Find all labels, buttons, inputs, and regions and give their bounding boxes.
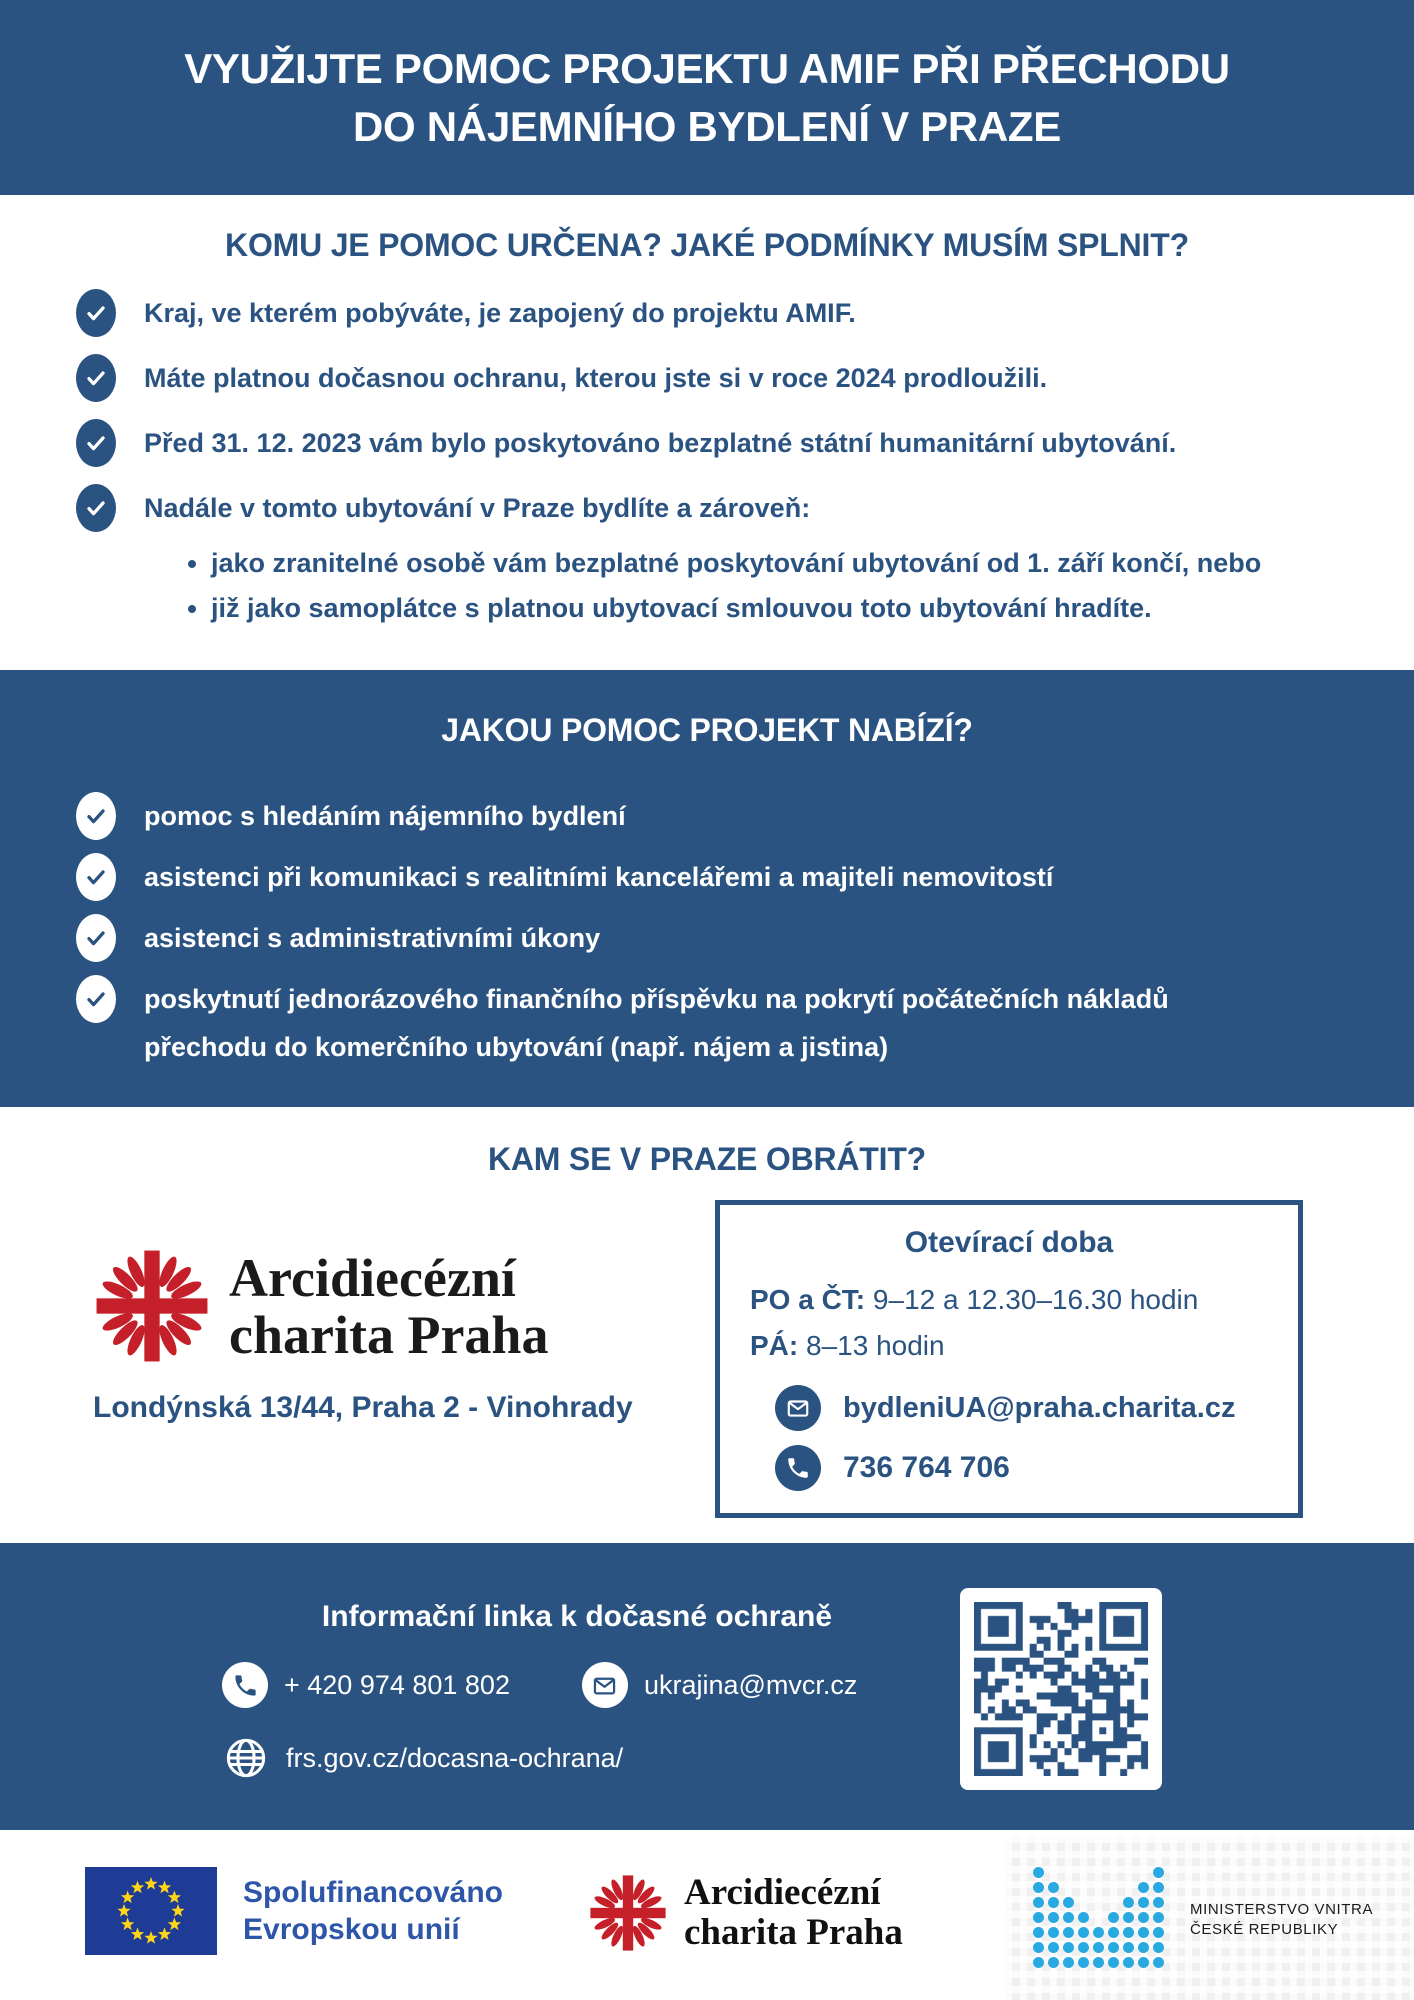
charita-address: Londýnská 13/44, Praha 2 - Vinohrady xyxy=(93,1391,633,1424)
check-icon xyxy=(76,354,116,402)
list-item-text: poskytnutí jednorázového finančního příspěvku na pokrytí počátečních nákladů přechodu do komerčního ubytování (např. nájem a jistina) xyxy=(144,984,1169,1062)
list-item xyxy=(188,586,1374,631)
email-group xyxy=(582,1662,857,1708)
list-item xyxy=(188,541,1374,586)
info-line-row2 xyxy=(222,1734,932,1782)
eligibility-heading: KOMU JE POMOC URČENA? JAKÉ PODMÍNKY MUSÍM SPLNIT? xyxy=(225,227,1189,263)
charita-block xyxy=(93,1247,693,1425)
eligibility-sublist xyxy=(188,541,1374,631)
header-band xyxy=(0,0,1414,195)
check-icon xyxy=(76,484,116,532)
phone-group xyxy=(222,1662,510,1708)
phone-icon xyxy=(775,1445,821,1491)
ministry-text-line1: MINISTERSTVO VNITRA xyxy=(1190,1901,1374,1918)
eu-text-line2: Evropskou unií xyxy=(243,1913,460,1946)
list-item xyxy=(76,853,1374,901)
list-item-text: Kraj, ve kterém pobýváte, je zapojený do projektu AMIF. xyxy=(144,298,856,328)
info-email: ukrajina@mvcr.cz xyxy=(643,1669,858,1700)
hours-value: 9–12 a 12.30–16.30 hodin xyxy=(865,1284,1199,1315)
info-line-heading: Informační linka k dočasné ochraně xyxy=(321,1600,833,1633)
eu-cofunded-logo xyxy=(85,1867,503,1955)
phone-icon xyxy=(222,1662,268,1708)
phone-row xyxy=(775,1445,1298,1491)
info-phone: + 420 974 801 802 xyxy=(284,1669,510,1700)
list-item xyxy=(76,792,1374,840)
charita-footer-logo xyxy=(588,1873,903,1953)
charita-text-line1: Arcidiecézní xyxy=(684,1872,881,1913)
poster-title-line2: DO NÁJEMNÍHO BYDLENÍ V PRAZE xyxy=(353,102,1061,150)
check-icon xyxy=(76,419,116,467)
opening-hours-box xyxy=(715,1200,1303,1518)
opening-hours xyxy=(750,1277,1298,1369)
list-item-text: jako zranitelné osobě vám bezplatné poskytování ubytování od 1. září končí, nebo xyxy=(211,548,1262,578)
qr-code-image xyxy=(974,1602,1148,1776)
eu-cofunded-text xyxy=(243,1874,503,1948)
envelope-icon xyxy=(775,1385,821,1431)
list-item-text: Nadále v tomto ubytování v Praze bydlíte a zároveň: xyxy=(144,493,811,523)
check-icon xyxy=(76,289,116,337)
globe-icon xyxy=(222,1734,270,1782)
poster-title-line1: VYUŽIJTE POMOC PROJEKTU AMIF PŘI PŘECHODU xyxy=(184,44,1230,92)
info-line-content xyxy=(222,1543,932,1782)
list-item-text: Před 31. 12. 2023 vám bylo poskytováno bezplatné státní humanitární ubytování. xyxy=(144,428,1177,458)
caritas-cross-icon xyxy=(93,1247,211,1365)
hours-value: 8–13 hodin xyxy=(798,1330,945,1361)
hours-line xyxy=(750,1323,1298,1369)
charita-footer-text xyxy=(684,1873,903,1953)
list-item-text: Máte platnou dočasnou ochranu, kterou jste si v roce 2024 prodloužili. xyxy=(144,363,1048,393)
ministry-lion-dots-icon xyxy=(1033,1867,1168,1972)
offer-heading: JAKOU POMOC PROJEKT NABÍZÍ? xyxy=(441,712,973,748)
check-icon xyxy=(76,792,116,840)
info-line-row1 xyxy=(222,1662,932,1708)
contact-section xyxy=(0,1107,1414,1543)
logos-section xyxy=(0,1830,1414,2000)
offer-section xyxy=(0,670,1414,1107)
email-row xyxy=(775,1385,1298,1431)
check-icon xyxy=(76,914,116,962)
list-item xyxy=(76,354,1374,402)
bullet-dot-icon xyxy=(188,605,196,613)
charita-org-name xyxy=(229,1250,548,1364)
list-item-text: již jako samoplátce s platnou ubytovací smlouvou toto ubytování hradíte. xyxy=(211,593,1152,623)
charita-phone: 736 764 706 xyxy=(843,1451,1010,1484)
ministry-logo xyxy=(1005,1836,1414,2000)
hours-day-label: PÁ: xyxy=(750,1330,799,1361)
eligibility-list xyxy=(76,289,1374,532)
list-item xyxy=(76,419,1374,467)
hours-day-label: PO a ČT: xyxy=(750,1284,866,1315)
list-item xyxy=(76,484,1374,532)
org-name-line2: charita Praha xyxy=(229,1305,549,1365)
charita-logo-row xyxy=(93,1247,693,1365)
bullet-dot-icon xyxy=(188,560,196,568)
envelope-icon xyxy=(582,1662,628,1708)
list-item-text: asistenci s administrativními úkony xyxy=(144,923,601,953)
info-line-section xyxy=(0,1543,1414,1830)
list-item-text: asistenci při komunikaci s realitními kancelářemi a majiteli nemovitostí xyxy=(144,862,1054,892)
check-icon xyxy=(76,853,116,901)
offer-list xyxy=(76,792,1374,1071)
list-item xyxy=(76,914,1374,962)
list-item-text: pomoc s hledáním nájemního bydlení xyxy=(144,801,626,831)
check-icon xyxy=(76,975,116,1023)
contact-heading: KAM SE V PRAZE OBRÁTIT? xyxy=(487,1141,927,1177)
list-item xyxy=(76,289,1374,337)
opening-hours-heading: Otevírací doba xyxy=(904,1226,1114,1259)
qr-code xyxy=(960,1588,1162,1790)
eligibility-section xyxy=(0,195,1414,670)
info-website: frs.gov.cz/docasna-ochrana/ xyxy=(286,1742,624,1773)
charita-email: bydleniUA@praha.charita.cz xyxy=(843,1391,1236,1424)
hours-line xyxy=(750,1277,1298,1323)
eu-text-line1: Spolufinancováno xyxy=(243,1876,504,1909)
ministry-text-line2: ČESKÉ REPUBLIKY xyxy=(1190,1921,1339,1938)
charita-text-line2: charita Praha xyxy=(684,1912,903,1953)
eu-flag-icon xyxy=(85,1867,217,1955)
ministry-text xyxy=(1190,1900,1373,1940)
list-item xyxy=(76,975,1374,1071)
caritas-cross-icon xyxy=(588,1873,668,1953)
org-name-line1: Arcidiecézní xyxy=(229,1248,516,1308)
